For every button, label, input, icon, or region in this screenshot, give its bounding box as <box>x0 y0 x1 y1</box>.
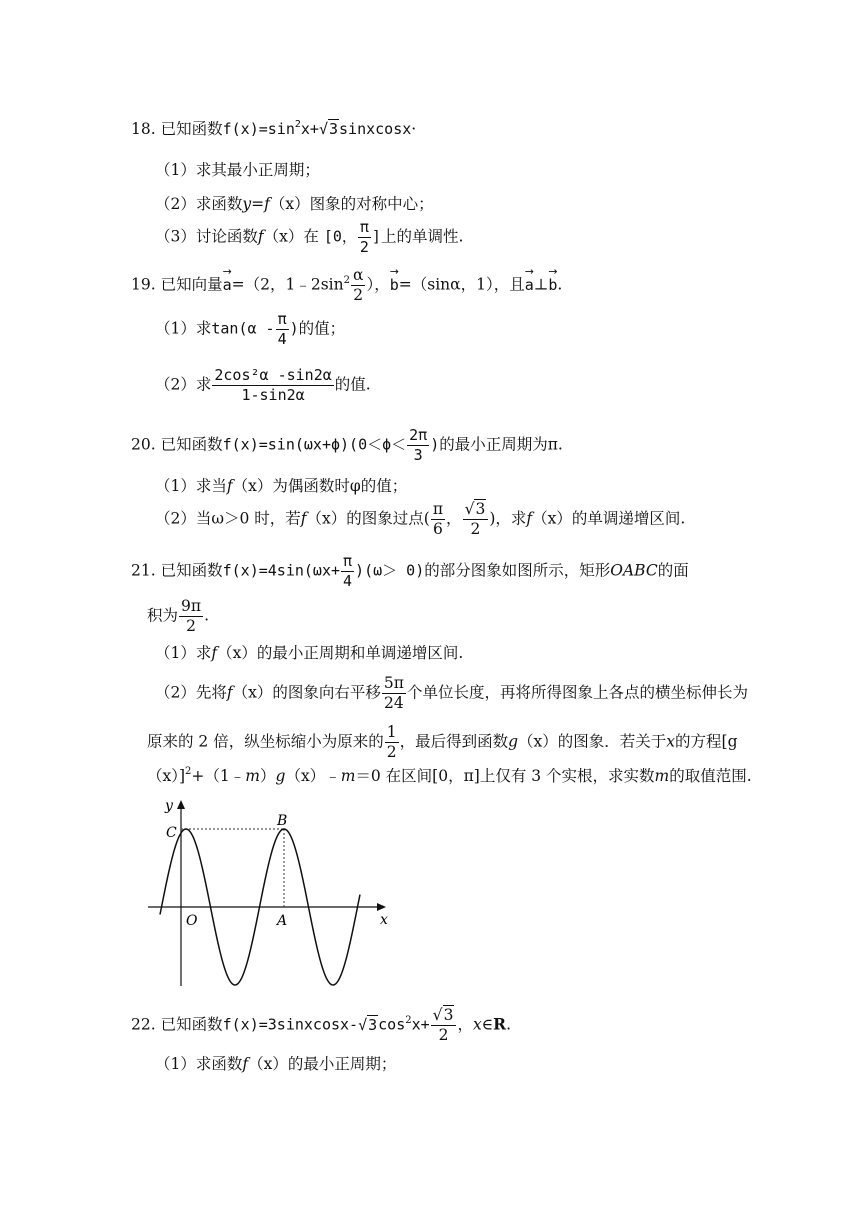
fraction: $\frac{9\pi}{2}$ <box>181 597 202 635</box>
q18-part1: （1）求其最小正周期； <box>155 161 320 179</box>
q21-part1: （1）求f（x）的最小正周期和单调递增区间. <box>155 644 464 662</box>
q19-stem: 19. 已知向量→ a=（2，$1﹣2\sin^2$ $\frac{\alpha}{2}$ ），→ b=（sinα，1），且→ a⊥→ b. <box>131 266 562 305</box>
x-axis-label: x <box>380 912 388 928</box>
fraction: $\frac{\pi}{4}$ <box>343 552 353 590</box>
fraction: $\frac{\pi}{2}$ <box>359 218 369 256</box>
fraction: $\frac{1}{2}$ <box>386 723 397 761</box>
q19-part2: （2）求 $\frac{\text{2cos²α -sin2α}}{1-\sin 2\alpha}$ 的值. <box>155 366 371 404</box>
q18-stem: 18. 已知函数$f(x)=\sin^2x+√3sinxcosx\cdot$ <box>131 119 417 138</box>
q20-stem: 20. 已知函数f(x)=sin(ωx+ϕ)(0＜ϕ＜ $\frac{2\pi}{3}$ )的最小正周期为π. <box>131 426 563 464</box>
fraction: $\frac{5\pi}{24}$ <box>383 674 404 712</box>
vector-a: → a <box>223 276 232 294</box>
q21-stem: 21. 已知函数f(x)=4sin(ωx+ $\frac{\pi}{4}$ )(ω＞ 0)的部分图象如图所示，矩形OABC的面 <box>131 552 689 590</box>
fraction: $\frac{\pi}{6}$ <box>432 500 444 538</box>
sqrt-symbol: √3 <box>318 120 339 138</box>
q20-number: 20. <box>131 435 156 454</box>
fraction: $\frac{\text{2cos²α -sin2α}}{1-\sin 2\alpha}$ <box>214 366 332 404</box>
vector-b: → b <box>390 276 399 294</box>
q22-number: 22. <box>131 1015 156 1034</box>
fraction: $\frac{\pi}{4}$ <box>277 310 287 348</box>
sqrt-symbol: √3 <box>358 1015 378 1034</box>
q20-part2: （2）当ω＞0 时，若f（x）的图象过点( $\frac{\pi}{6}$ ， $\frac{√3}{2}$ )，求f（x）的单调递增区间. <box>155 500 686 538</box>
q18-number: 18. <box>131 120 156 138</box>
q21-part2-line3: （x）]$^2$+（1﹣m）g（x）﹣m＝0 在区间[0，π]上仅有 3 个实根，求实数m的取值范围. <box>147 766 752 785</box>
fraction: $\frac{√3}{2}$ <box>463 500 489 539</box>
q19-part1: （1）求tan(α - $\frac{\pi}{4}$ )的值； <box>155 310 346 348</box>
point-c-label: C <box>166 825 177 841</box>
point-o-label: O <box>186 913 198 929</box>
point-a-label: A <box>277 913 288 929</box>
fraction: $\frac{\alpha}{2}$ <box>352 266 364 304</box>
fraction: $\frac{√3}{2}$ <box>431 1006 457 1045</box>
q21-number: 21. <box>131 561 156 580</box>
q21-part2-line2: 原来的 2 倍，纵坐标缩小为原来的 $\frac{1}{2}$ ，最后得到函数g（x）的图象．若关于x的方程[g <box>147 723 738 761</box>
q20-part1: （1）求当f（x）为偶函数时φ的值； <box>155 477 408 495</box>
q18-part2: （2）求函数y=f（x）图象的对称中心； <box>155 195 434 213</box>
q18-formula: $f(x)=\sin^2x+√3sinxcosx$ <box>222 119 412 138</box>
q19-number: 19. <box>131 275 156 294</box>
q18-part3: （3）讨论函数f（x）在 [0， $\frac{\pi}{2}$ ]上的单调性. <box>155 218 464 256</box>
point-b-label: B <box>277 813 288 829</box>
sine-graph <box>148 796 398 991</box>
q22-stem: 22. 已知函数$f(x)=3sinxcosx-√3\cos^2x+$ $\frac{√3}{2}$ ，x∈R. <box>131 1006 511 1044</box>
q22-part1: （1）求函数f（x）的最小正周期； <box>155 1055 397 1073</box>
q21-part2: （2）先将f（x）的图象向右平移 $\frac{5\pi}{24}$ 个单位长度，再将所得图象上各点的横坐标伸长为 <box>155 674 748 712</box>
x-axis-arrow-icon <box>377 903 386 911</box>
y-axis-label: y <box>165 798 173 814</box>
fraction: $\frac{2\pi}{3}$ <box>409 426 428 464</box>
y-axis-arrow-icon <box>177 800 185 809</box>
q21-area: 积为 $\frac{9\pi}{2}$ . <box>147 597 210 635</box>
